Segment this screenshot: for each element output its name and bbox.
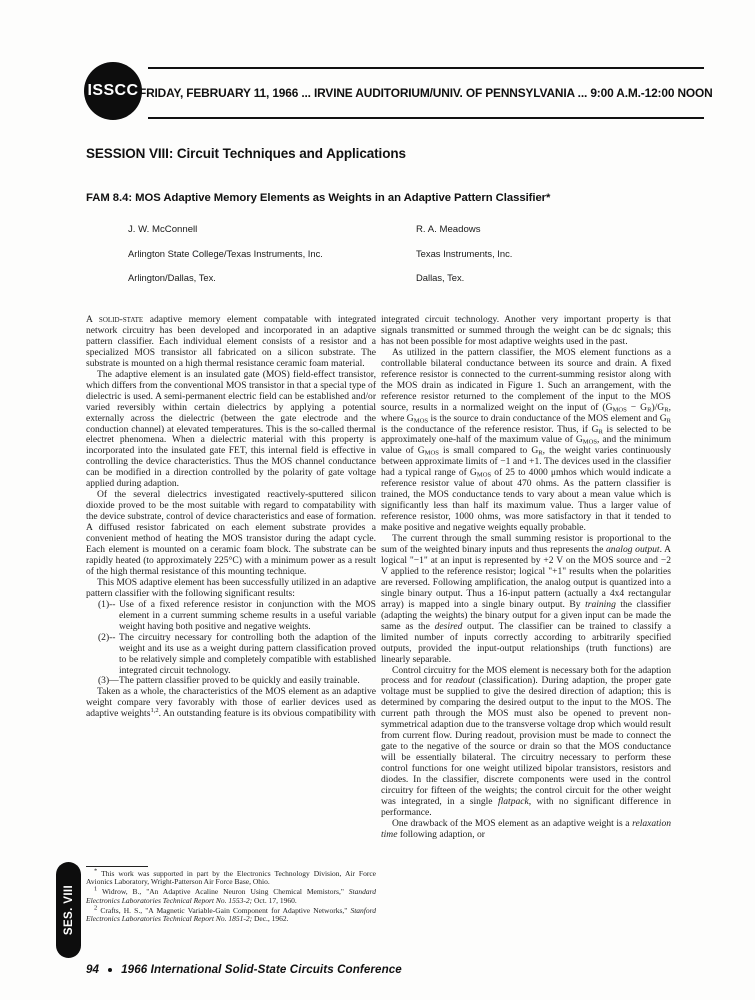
- footnote: [86, 867, 376, 887]
- paragraph-text: of 25 to 4000 μmhos which would indicate a reference resistor value of about 470 ohms. As the pattern classifier is trained, the MOS conductance tends to vary about a mean value which is significantly less than half its maximum value. Thus a larger value of reference resistor, 1000 ohms, was more satisfactory in that it tended to make positive and negative weights equally probable.: [381, 467, 671, 534]
- author-block: [86, 218, 704, 304]
- page-footer: [86, 963, 402, 976]
- footnote-source: Standard Electronics Laboratories Technical Report No. 1553-2;: [86, 887, 377, 905]
- session-side-tab: [56, 862, 81, 958]
- subscript: R: [647, 406, 652, 414]
- subscript: R: [538, 449, 543, 457]
- italic-term: flatpack: [497, 795, 529, 807]
- author-name: R. A. Meadows: [416, 224, 481, 235]
- reference-superscript: 1,2: [150, 707, 159, 715]
- list-item: [86, 633, 376, 677]
- author-column-left: [128, 218, 323, 290]
- italic-term: analog output: [605, 544, 660, 556]
- paragraph-text: output. The classifier can be trained to classify a limited number of inputs correctly according to arbitrarily specified outputs, provided the input-output relationships (truth functions) are linearly separable.: [381, 620, 671, 665]
- page-number: 94: [86, 963, 100, 976]
- paragraph: [381, 819, 671, 841]
- bullet-icon: [108, 968, 112, 972]
- paragraph: integrated circuit technology. Another very important property is that signals transmitted or summed through the weight can be dc signals; this has not been possible for most adaptive weights used in the past.: [381, 314, 671, 347]
- footnote-marker: *: [94, 867, 98, 875]
- paragraph-text: , and the minimum value of G: [381, 434, 671, 457]
- footnote-title: "A Magnetic Variable-Gain Component for Adaptive Networks,": [145, 905, 348, 915]
- session-title: SESSION VIII: Circuit Techniques and Applications: [86, 146, 406, 161]
- paragraph-text: , where G: [381, 401, 671, 424]
- paragraph-text: Control circuitry for the MOS element is necessary both for the adaption process and for: [381, 664, 671, 687]
- paragraph-text: is the conductance of the reference resistor. Thus, if G: [381, 423, 599, 435]
- subscript: MOS: [424, 449, 439, 457]
- paragraph: [381, 534, 671, 665]
- paragraph: This MOS adaptive element has been successfully utilized in an adaptive pattern classifier with the following significant results:: [86, 576, 376, 599]
- footnote-tail: Dec., 1962.: [252, 914, 289, 924]
- subscript: R: [598, 427, 603, 435]
- paragraph-text: , with no significant difference in performance.: [381, 795, 671, 818]
- paragraph: [86, 315, 376, 370]
- list-text: Use of a fixed reference resistor in conjunction with the MOS element in a current summing scheme results in a useful variable weight having both positive and negative weights.: [119, 598, 376, 632]
- session-side-tab-label: SES. VIII: [62, 884, 75, 936]
- paragraph-text: following adaption, or: [397, 828, 485, 840]
- italic-term: readout: [445, 675, 475, 687]
- author-name: J. W. McConnell: [128, 224, 198, 235]
- author-location: Dallas, Tex.: [416, 272, 465, 283]
- paragraph-text: , the weight varies continuously between approximate limits of −1 and +1. The devices used in the classifier had a typical range of G: [381, 445, 671, 479]
- italic-term: desired: [434, 620, 463, 632]
- conference-name: 1966 International Solid-State Circuits Conference: [121, 963, 402, 976]
- subscript: R: [664, 406, 669, 414]
- subscript: MOS: [612, 406, 627, 414]
- paragraph-text: is selected to be approximately one-half of the maximum value of G: [381, 423, 671, 446]
- footnote-marker: 1: [94, 885, 98, 893]
- footnote-title: "An Adaptive Acaline Neuron Using Chemical Memistors,": [146, 887, 344, 897]
- footnote-tail: Oct. 17, 1960.: [252, 895, 297, 905]
- list-text: The circuitry necessary for controlling both the adaption of the weight and its use as a weight during pattern classification proved to be relatively simple and completely compatible with established integrated circuit technology.: [119, 631, 376, 676]
- paragraph-text: is small compared to G: [438, 445, 539, 457]
- paragraph-text: − G: [626, 401, 648, 413]
- author-affiliation: Arlington State College/Texas Instruments, Inc.: [128, 248, 323, 259]
- paragraph-text: As utilized in the pattern classifier, the MOS element functions as a controllable bilateral conductance between its source and drain. A fixed reference resistor is connected to the current-summing resistor along with the MOS drain as indicated in Figure 1. Such an arrangement, with the reference resistor returned to the complement of the input to the MOS source, results in a normalized weight on the input of (G: [381, 346, 671, 413]
- paragraph: The adaptive element is an insulated gate (MOS) field-effect transistor, which differs from the conventional MOS transistor in that a special type of dielectric is used. A semi-permanent electric field can be established and/or varied reversibly within certain dielectrics by applying a potential externally across the dielectric (between the gate electrode and the conduction channel) at elevated temperatures. This is the so-called thermal electret phenomena. When a dielectric material with this property is incorporated into the insulated gate FET, this internal field is effective in controlling the device characteristics. Thus the MOS channel conductance can be modified in a direction controlled by the polarity of gate voltage applied during adaption.: [86, 368, 376, 490]
- author-column-right: [416, 218, 512, 290]
- subscript: R: [666, 417, 671, 425]
- list-marker: (3)—: [98, 675, 119, 687]
- paragraph-text: One drawback of the MOS element as an adaptive weight is a: [392, 817, 633, 829]
- paragraph-text: Taken as a whole, the characteristics of the MOS element as an adaptive weight compare very favorably with those of earlier devices used as adaptive weights: [86, 686, 376, 720]
- paragraph-text: )/G: [651, 401, 665, 413]
- author-location: Arlington/Dallas, Tex.: [128, 272, 216, 283]
- paragraph-text: the classifier (adapting the weights) the binary output for a given input can be made the same as the: [381, 598, 671, 632]
- masthead-band: [139, 67, 713, 119]
- paragraph: [381, 348, 671, 534]
- paragraph: Of the several dielectrics investigated reactively-sputtered silicon dioxide proved to be the most suitable with regard to compatability with the device substrate, control of device characteristics and ease of formation. A diffused resistor fabricated on each element substrate provides a convenient method of heating the MOS transistor during the adapt cycle. Each element is mounted on a ceramic foam block. The substrate can be rapidly heated (to approximately 225°C) with a minimum power as a result of the high thermal resistance of this mounting technique.: [86, 489, 376, 577]
- list-marker: (1)--: [98, 598, 116, 610]
- paragraph: [381, 666, 671, 819]
- paragraph-text: is the source to drain conductance of the MOS element and G: [428, 412, 667, 424]
- lead-smallcaps: A solid-state: [86, 314, 144, 325]
- paragraph-text: (classification). During adaption, the proper gate voltage must be supplied to give the desired direction of adaption; this is determined by comparing the desired output to the input to the MOS. The current path through the MOS must also be opened to prevent non-symmetrical adaption due to the transverse voltage drop which would result from current flow. During readout, provision must be made to connect the gate to the negative of the source or drain so that the MOS conductance will be essentially bilateral. The circuitry necessary to perform these control functions for one weight utilized bipolar transistors, resistors and diodes. In the classifier, discrete components were used in the control circuitry for fifteen of the weights; the control circuit for the other weight was integrated, in a single: [381, 675, 671, 807]
- footnote-source: Stanford Electronics Laboratories Technical Report No. 1851-2;: [86, 905, 377, 924]
- footnote: [86, 885, 377, 905]
- list-item: [86, 600, 376, 633]
- masthead-headline: FRIDAY, FEBRUARY 11, 1966 ... IRVINE AUDITORIUM/UNIV. OF PENNSYLVANIA ... 9:00 A.M.-12:00 NOON: [139, 86, 713, 100]
- paragraph-text: . A logical "−1" at an input is represented by +2 V on the MOS source and −2 V applied to the reference resistor; logical "+1" results when the polarities are reversed. Following amplification, the analog output is quantized into a single binary output. Thus a 16-input pattern (actually a 4x4 rectangular array) is mapped into a single binary output. By: [381, 544, 671, 610]
- list-item: [86, 676, 376, 687]
- footnote-author: Widrow, B.,: [102, 887, 142, 897]
- italic-term: training: [585, 598, 616, 610]
- numbered-list: [86, 600, 376, 688]
- footnote: [86, 904, 377, 924]
- body-column-right: [381, 315, 671, 841]
- list-text: The pattern classifier proved to be quickly and easily trainable.: [119, 675, 360, 687]
- subscript: MOS: [476, 471, 492, 479]
- author-affiliation: Texas Instruments, Inc.: [416, 248, 513, 259]
- footnote-text: This work was supported in part by the Electronics Technology Division, Air Force Avionics Laboratory, Wright-Patterson Air Force Base, Ohio.: [86, 869, 376, 887]
- paragraph: [86, 687, 376, 720]
- paragraph-text: adaptive memory element compatable with integrated network circuitry has been developed and incorporated in an adaptive pattern classifier. Each individual element consists of a resistor and a specialized MOS transistor all fabricated on a silicon substrate. The substrate is mounted on a high thermal resistance ceramic foam material.: [86, 314, 376, 369]
- masthead: [84, 62, 713, 120]
- paragraph-text: The current through the small summing resistor is proportional to the sum of the weighted binary inputs and thus represents the: [381, 533, 671, 556]
- isscc-logo: ISSCC: [84, 62, 142, 120]
- footnote-block: [86, 866, 376, 925]
- subscript: MOS: [413, 417, 428, 425]
- paper-title: FAM 8.4: MOS Adaptive Memory Elements as Weights in an Adaptive Pattern Classifier*: [86, 192, 551, 204]
- list-marker: (2)--: [98, 631, 116, 643]
- footnote-marker: 2: [94, 904, 98, 912]
- footnote-author: Crafts, H. S.,: [100, 905, 143, 915]
- body-column-left: [86, 315, 376, 720]
- paragraph-text: . An outstanding feature is its obvious compatibility with: [158, 708, 376, 720]
- subscript: MOS: [582, 438, 598, 446]
- italic-term: relaxation time: [381, 817, 671, 840]
